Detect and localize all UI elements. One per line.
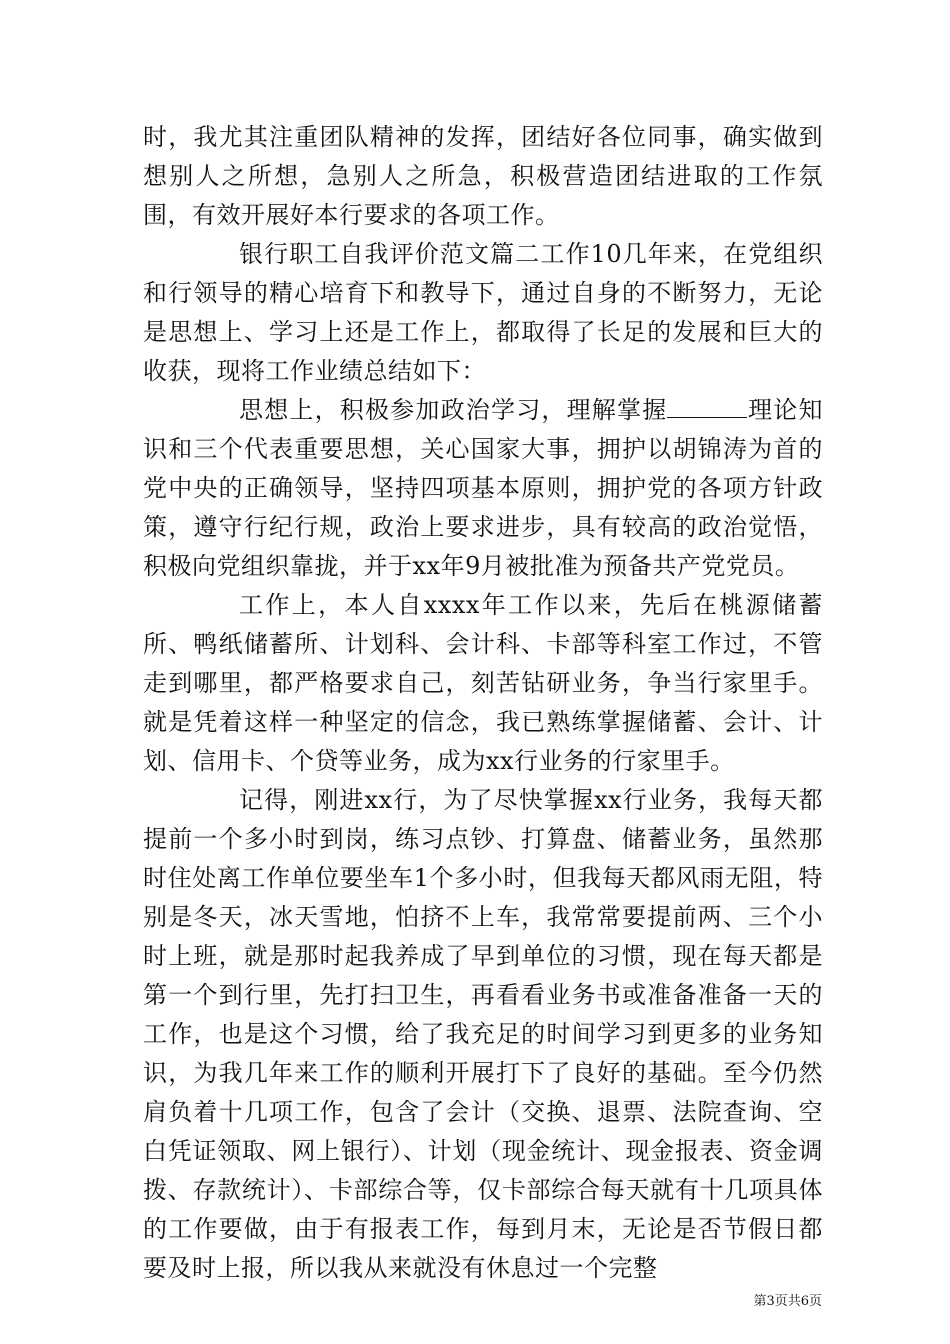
document-body (143, 118, 823, 1288)
paragraph-ideology (143, 391, 823, 586)
paragraph-ideology-part1: 思想上，积极参加政治学习，理解掌握 (239, 396, 668, 424)
paragraph-continuation: 时，我尤其注重团队精神的发挥，团结好各位同事，确实做到想别人之所想，急别人之所急，积极营造团结进取的工作氛围，有效开展好本行要求的各项工作。 (143, 123, 823, 229)
page-number: 第3页共6页 (753, 1294, 822, 1309)
fill-in-blank (667, 395, 747, 418)
paragraph-work: 工作上，本人自xxxx年工作以来，先后在桃源储蓄所、鸭纸储蓄所、计划科、会计科、卡部等科室工作过，不管走到哪里，都严格要求自己，刻苦钻研业务，争当行家里手。就是凭着这样一种坚定的信念，我已熟练掌握储蓄、会计、计划、信用卡、个贷等业务，成为xx行业务的行家里手。 (143, 591, 823, 775)
paragraph-ideology-part2: 理论知识和三个代表重要思想，关心国家大事，拥护以胡锦涛为首的党中央的正确领导，坚持四项基本原则，拥护党的各项方针政策，遵守行纪行规，政治上要求进步，具有较高的政治觉悟，积极向党组织靠拢，并于xx年9月被批准为预备共产党党员。 (143, 396, 824, 580)
paragraph-intro: 银行职工自我评价范文篇二工作10几年来，在党组织和行领导的精心培育下和教导下，通过自身的不断努力，无论是思想上、学习上还是工作上，都取得了长足的发展和巨大的收获，现将工作业绩总结如下： (143, 240, 823, 385)
paragraph-memory: 记得，刚进xx行，为了尽快掌握xx行业务，我每天都提前一个多小时到岗，练习点钞、打算盘、储蓄业务，虽然那时住处离工作单位要坐车1个多小时，但我每天都风雨无阻，特别是冬天，冰天雪地，怕挤不上车，我常常要提前两、三个小时上班，就是那时起我养成了早到单位的习惯，现在每天都是第一个到行里，先打扫卫生，再看看业务书或准备准备一天的工作，也是这个习惯，给了我充足的时间学习到更多的业务知识，为我几年来工作的顺利开展打下了良好的基础。至今仍然肩负着十几项工作，包含了会计（交换、退票、法院查询、空白凭证领取、网上银行）、计划（现金统计、现金报表、资金调拨、存款统计）、卡部综合等，仅卡部综合每天就有十几项具体的工作要做，由于有报表工作，每到月末，无论是否节假日都要及时上报，所以我从来就没有休息过一个完整 (143, 786, 823, 1282)
